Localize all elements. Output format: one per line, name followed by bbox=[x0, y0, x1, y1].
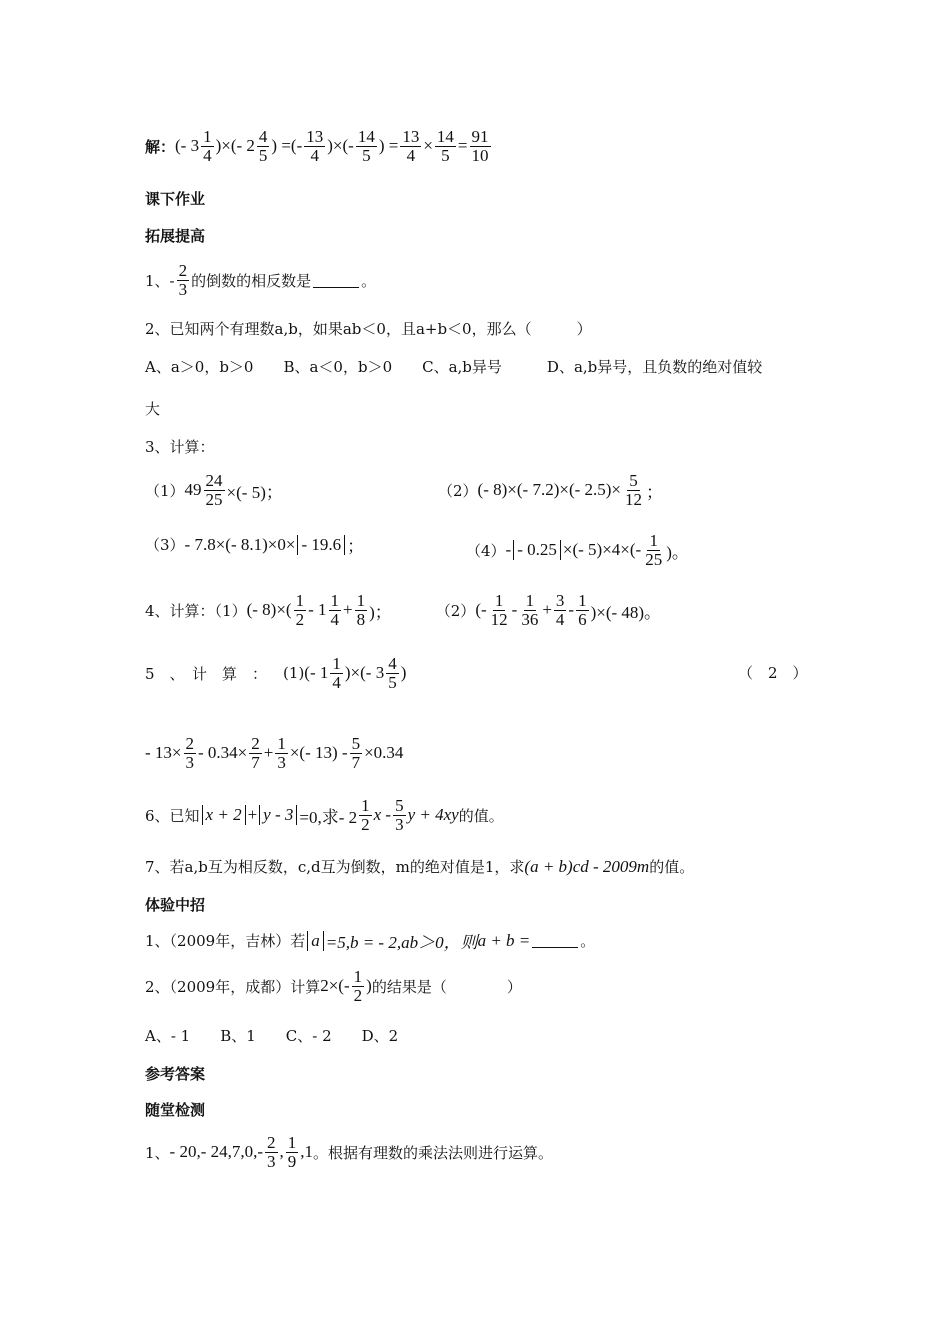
math-text: - 20,- 24,7,0,- bbox=[169, 1142, 264, 1162]
fraction: $\frac{1}{4}$ bbox=[332, 654, 341, 692]
question-7 bbox=[145, 856, 694, 877]
solution-line bbox=[145, 128, 493, 165]
fraction: $\frac{2}{3}$ bbox=[185, 734, 194, 772]
fraction: $\frac{1}{12}$ bbox=[490, 591, 508, 629]
math-text: =0,求- 2 bbox=[299, 807, 358, 827]
fraction: $\frac{1}{6}$ bbox=[578, 591, 587, 629]
fraction: $\frac{1}{8}$ bbox=[356, 591, 366, 629]
question-text: 的结果是（ ） bbox=[371, 977, 522, 996]
solution-label: 解： bbox=[145, 137, 176, 156]
math-text: 2×(- bbox=[320, 976, 350, 996]
fraction: $\frac{2}{7}$ bbox=[251, 734, 260, 772]
question-2-continuation: 大 bbox=[145, 400, 161, 418]
fraction: $\frac{13}{4}$ bbox=[306, 127, 324, 165]
math-text: + bbox=[263, 743, 274, 763]
fraction: $\frac{5}{12}$ bbox=[625, 471, 643, 509]
math-text: - 0.34× bbox=[198, 743, 248, 763]
fraction: $\frac{1}{2}$ bbox=[295, 591, 305, 629]
fraction: $\frac{91}{10}$ bbox=[471, 127, 489, 165]
math-text: )×(- 3 bbox=[344, 663, 385, 683]
absolute-value: x + 2 bbox=[202, 805, 246, 825]
math-text: - 1 bbox=[308, 600, 327, 620]
fraction: $\frac{1}{3}$ bbox=[277, 734, 286, 772]
math-text: , bbox=[279, 1142, 284, 1162]
question-text: 。根据有理数的乘法法则进行运算。 bbox=[313, 1143, 554, 1162]
question-text: 的值。 bbox=[649, 858, 695, 876]
math-text: ×(- 13) - bbox=[289, 743, 348, 763]
heading-answers: 参考答案 bbox=[145, 1065, 206, 1083]
heading-extend: 拓展提高 bbox=[145, 227, 206, 245]
question-6 bbox=[145, 797, 504, 834]
part-label: (1) bbox=[283, 664, 305, 683]
fraction: $\frac{5}{7}$ bbox=[351, 734, 361, 772]
math-text: ×(- 5)； bbox=[226, 482, 283, 502]
fraction: $\frac{5}{3}$ bbox=[395, 796, 404, 834]
question-text: 1、（2009年，吉林）若 bbox=[145, 932, 306, 950]
fraction: $\frac{1}{36}$ bbox=[521, 591, 539, 629]
math-text: + bbox=[542, 600, 552, 620]
math-expression: (a + b)cd - 2009m bbox=[524, 856, 650, 876]
fraction: $\frac{4}{5}$ bbox=[258, 127, 268, 165]
math-text: ×0.34 bbox=[364, 743, 404, 763]
math-text: + bbox=[343, 600, 353, 620]
part-label: （4） bbox=[466, 541, 506, 560]
fraction: $\frac{1}{2}$ bbox=[361, 796, 370, 834]
heading-experience: 体验中招 bbox=[145, 896, 206, 914]
fraction: $\frac{1}{2}$ bbox=[353, 967, 363, 1005]
math-text: - bbox=[505, 540, 512, 560]
exam-question-2-options: A、- 1 B、1 C、- 2 D、2 bbox=[145, 1027, 399, 1045]
math-text: =5,b = - 2,ab＞0，则 bbox=[325, 933, 478, 952]
math-text: )。 bbox=[666, 542, 689, 562]
question-5-line-2 bbox=[145, 735, 403, 772]
question-3-part-1 bbox=[145, 472, 283, 509]
question-text: 5 、 计 算 ： bbox=[145, 664, 268, 683]
math-text: (- 1 bbox=[304, 663, 329, 683]
fraction: $\frac{1}{4}$ bbox=[203, 127, 212, 165]
answer-blank[interactable] bbox=[313, 273, 359, 288]
math-text: (- 8)×( bbox=[246, 600, 292, 620]
math-text: (- 8)×(- 7.2)×(- 2.5)× bbox=[477, 480, 622, 500]
question-3-part-3 bbox=[145, 532, 364, 557]
math-expression: a + b = bbox=[477, 930, 531, 950]
absolute-value: y - 3 bbox=[259, 805, 297, 825]
question-2-stem: 2、已知两个有理数a,b，如果ab＜0，且a+b＜0，那么（ ） bbox=[145, 320, 592, 338]
answer-1 bbox=[145, 1134, 553, 1171]
math-text: ； bbox=[646, 482, 664, 502]
heading-homework: 课下作业 bbox=[145, 190, 206, 208]
math-text: ,1 bbox=[300, 1142, 314, 1162]
question-3-part-2 bbox=[438, 472, 663, 509]
fraction: $\frac{2}{3}$ bbox=[267, 1133, 276, 1171]
exam-question-1 bbox=[145, 928, 595, 953]
fraction: $\frac{1}{4}$ bbox=[330, 591, 339, 629]
question-text: 。 bbox=[361, 271, 377, 290]
math-text: 49 bbox=[184, 480, 202, 500]
math-text: - 7.8×(- 8.1)×0× bbox=[184, 534, 296, 554]
math-text: (- bbox=[475, 600, 487, 620]
heading-check: 随堂检测 bbox=[145, 1101, 206, 1119]
math-text: + bbox=[247, 805, 258, 825]
question-text: 的值。 bbox=[458, 806, 504, 825]
math-text: ) =(- bbox=[271, 136, 303, 156]
fraction: $\frac{13}{4}$ bbox=[402, 127, 420, 165]
part-label: （2） bbox=[438, 481, 478, 500]
answer-blank[interactable] bbox=[532, 933, 578, 948]
math-text: (- 3 bbox=[175, 136, 200, 156]
math-text: ) bbox=[366, 976, 372, 996]
question-text: 4、计算：（1） bbox=[145, 601, 247, 620]
math-text: ) bbox=[400, 663, 407, 683]
math-text: )×(- 48)。 bbox=[590, 602, 662, 622]
math-text: = bbox=[457, 136, 468, 156]
question-text: 。 bbox=[580, 932, 596, 950]
fraction: $\frac{4}{5}$ bbox=[388, 654, 397, 692]
part-label: （3） bbox=[145, 536, 185, 554]
fraction: $\frac{2}{3}$ bbox=[178, 261, 188, 299]
question-5-line-1 bbox=[145, 655, 406, 692]
absolute-value: a bbox=[307, 931, 324, 951]
absolute-value: - 0.25 bbox=[513, 540, 561, 560]
math-text: - bbox=[511, 600, 518, 620]
question-1 bbox=[145, 262, 376, 299]
fraction: $\frac{14}{5}$ bbox=[357, 127, 375, 165]
fraction: $\frac{1}{9}$ bbox=[287, 1133, 297, 1171]
fraction: $\frac{1}{25}$ bbox=[645, 531, 663, 569]
math-text: )×(- bbox=[327, 136, 354, 156]
question-text: 6、已知 bbox=[145, 806, 200, 825]
math-text: y + 4xy bbox=[407, 805, 459, 825]
math-text: )； bbox=[369, 602, 392, 622]
math-text: x - bbox=[373, 805, 392, 825]
question-text: 1、- bbox=[145, 271, 175, 290]
question-text: 的倒数的相反数是 bbox=[191, 271, 312, 290]
question-4 bbox=[145, 592, 661, 629]
part-label: （1） bbox=[145, 481, 185, 500]
math-text: ×(- 5)×4×(- bbox=[562, 540, 642, 560]
fraction: $\frac{14}{5}$ bbox=[436, 127, 454, 165]
question-2-options: A、a＞0，b＞0 B、a＜0，b＞0 C、a,b异号 D、a,b异号，且负数的绝对值较 bbox=[145, 358, 763, 376]
question-3-part-4 bbox=[466, 532, 689, 569]
math-text: ； bbox=[347, 537, 365, 556]
question-5-part-2-label: （ 2 ） bbox=[738, 664, 808, 682]
absolute-value: - 19.6 bbox=[297, 535, 345, 555]
exam-question-2 bbox=[145, 968, 522, 1005]
question-text: 1、 bbox=[145, 1143, 170, 1162]
question-3-stem: 3、计算： bbox=[145, 438, 215, 456]
math-text: )×(- 2 bbox=[215, 136, 255, 156]
fraction: $\frac{3}{4}$ bbox=[555, 591, 565, 629]
part-label: （2） bbox=[435, 601, 476, 620]
question-text: 2、（2009年，成都）计算 bbox=[145, 977, 321, 996]
math-text: × bbox=[423, 136, 433, 156]
math-text: - bbox=[568, 600, 575, 620]
math-text: - 13× bbox=[145, 743, 182, 763]
math-text: ) = bbox=[378, 136, 399, 156]
question-text: 7、若a,b互为相反数，c,d互为倒数，m的绝对值是1，求 bbox=[145, 858, 525, 876]
fraction: $\frac{24}{25}$ bbox=[205, 471, 223, 509]
